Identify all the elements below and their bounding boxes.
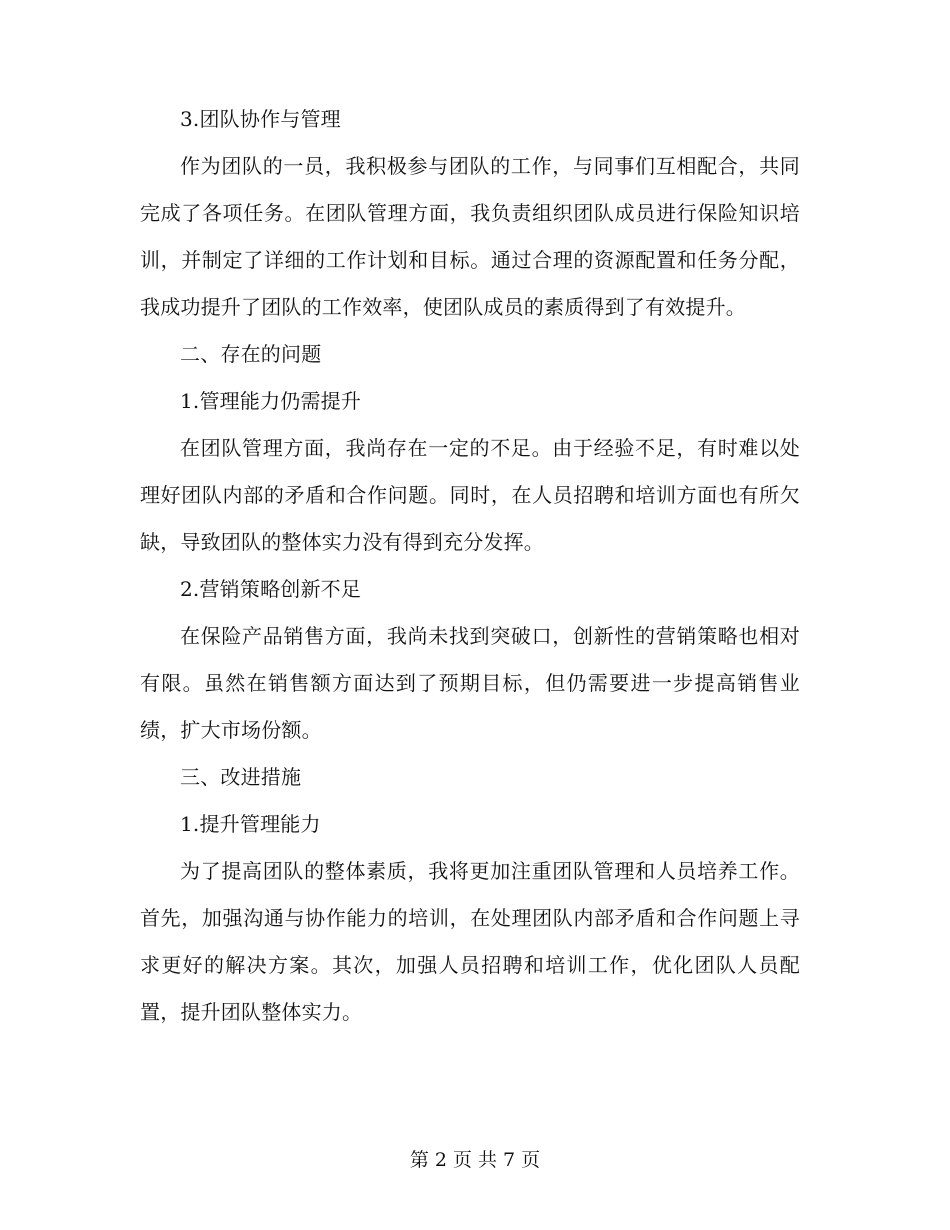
section-heading-improvements: 三、改进措施 [180,765,302,789]
subheading-improve-management: 1.提升管理能力 [180,812,321,836]
subheading-teamwork: 3.团队协作与管理 [180,107,341,131]
subheading-marketing-strategy: 2.营销策略创新不足 [180,577,362,601]
paragraph-marketing-strategy: 在保险产品销售方面，我尚未找到突破口，创新性的营销策略也相对有限。虽然在销售额方面达到了预期目标，但仍需要进一步提高销售业绩，扩大市场份额。 [140,624,800,742]
document-body [140,96,800,1036]
section-heading-problems: 二、存在的问题 [180,342,322,366]
paragraph-teamwork: 作为团队的一员，我积极参与团队的工作，与同事们互相配合，共同完成了各项任务。在团队管理方面，我负责组织团队成员进行保险知识培训，并制定了详细的工作计划和目标。通过合理的资源配置和任务分配，我成功提升了团队的工作效率，使团队成员的素质得到了有效提升。 [140,154,800,319]
page-number-footer: 第 2 页 共 7 页 [409,1149,541,1171]
paragraph-improve-management: 为了提高团队的整体素质，我将更加注重团队管理和人员培养工作。首先，加强沟通与协作能力的培训，在处理团队内部矛盾和合作问题上寻求更好的解决方案。其次，加强人员招聘和培训工作，优化团队人员配置，提升团队整体实力。 [140,859,800,1024]
paragraph-management-ability: 在团队管理方面，我尚存在一定的不足。由于经验不足，有时难以处理好团队内部的矛盾和合作问题。同时，在人员招聘和培训方面也有所欠缺，导致团队的整体实力没有得到充分发挥。 [140,436,800,554]
subheading-management-ability: 1.管理能力仍需提升 [180,389,362,413]
